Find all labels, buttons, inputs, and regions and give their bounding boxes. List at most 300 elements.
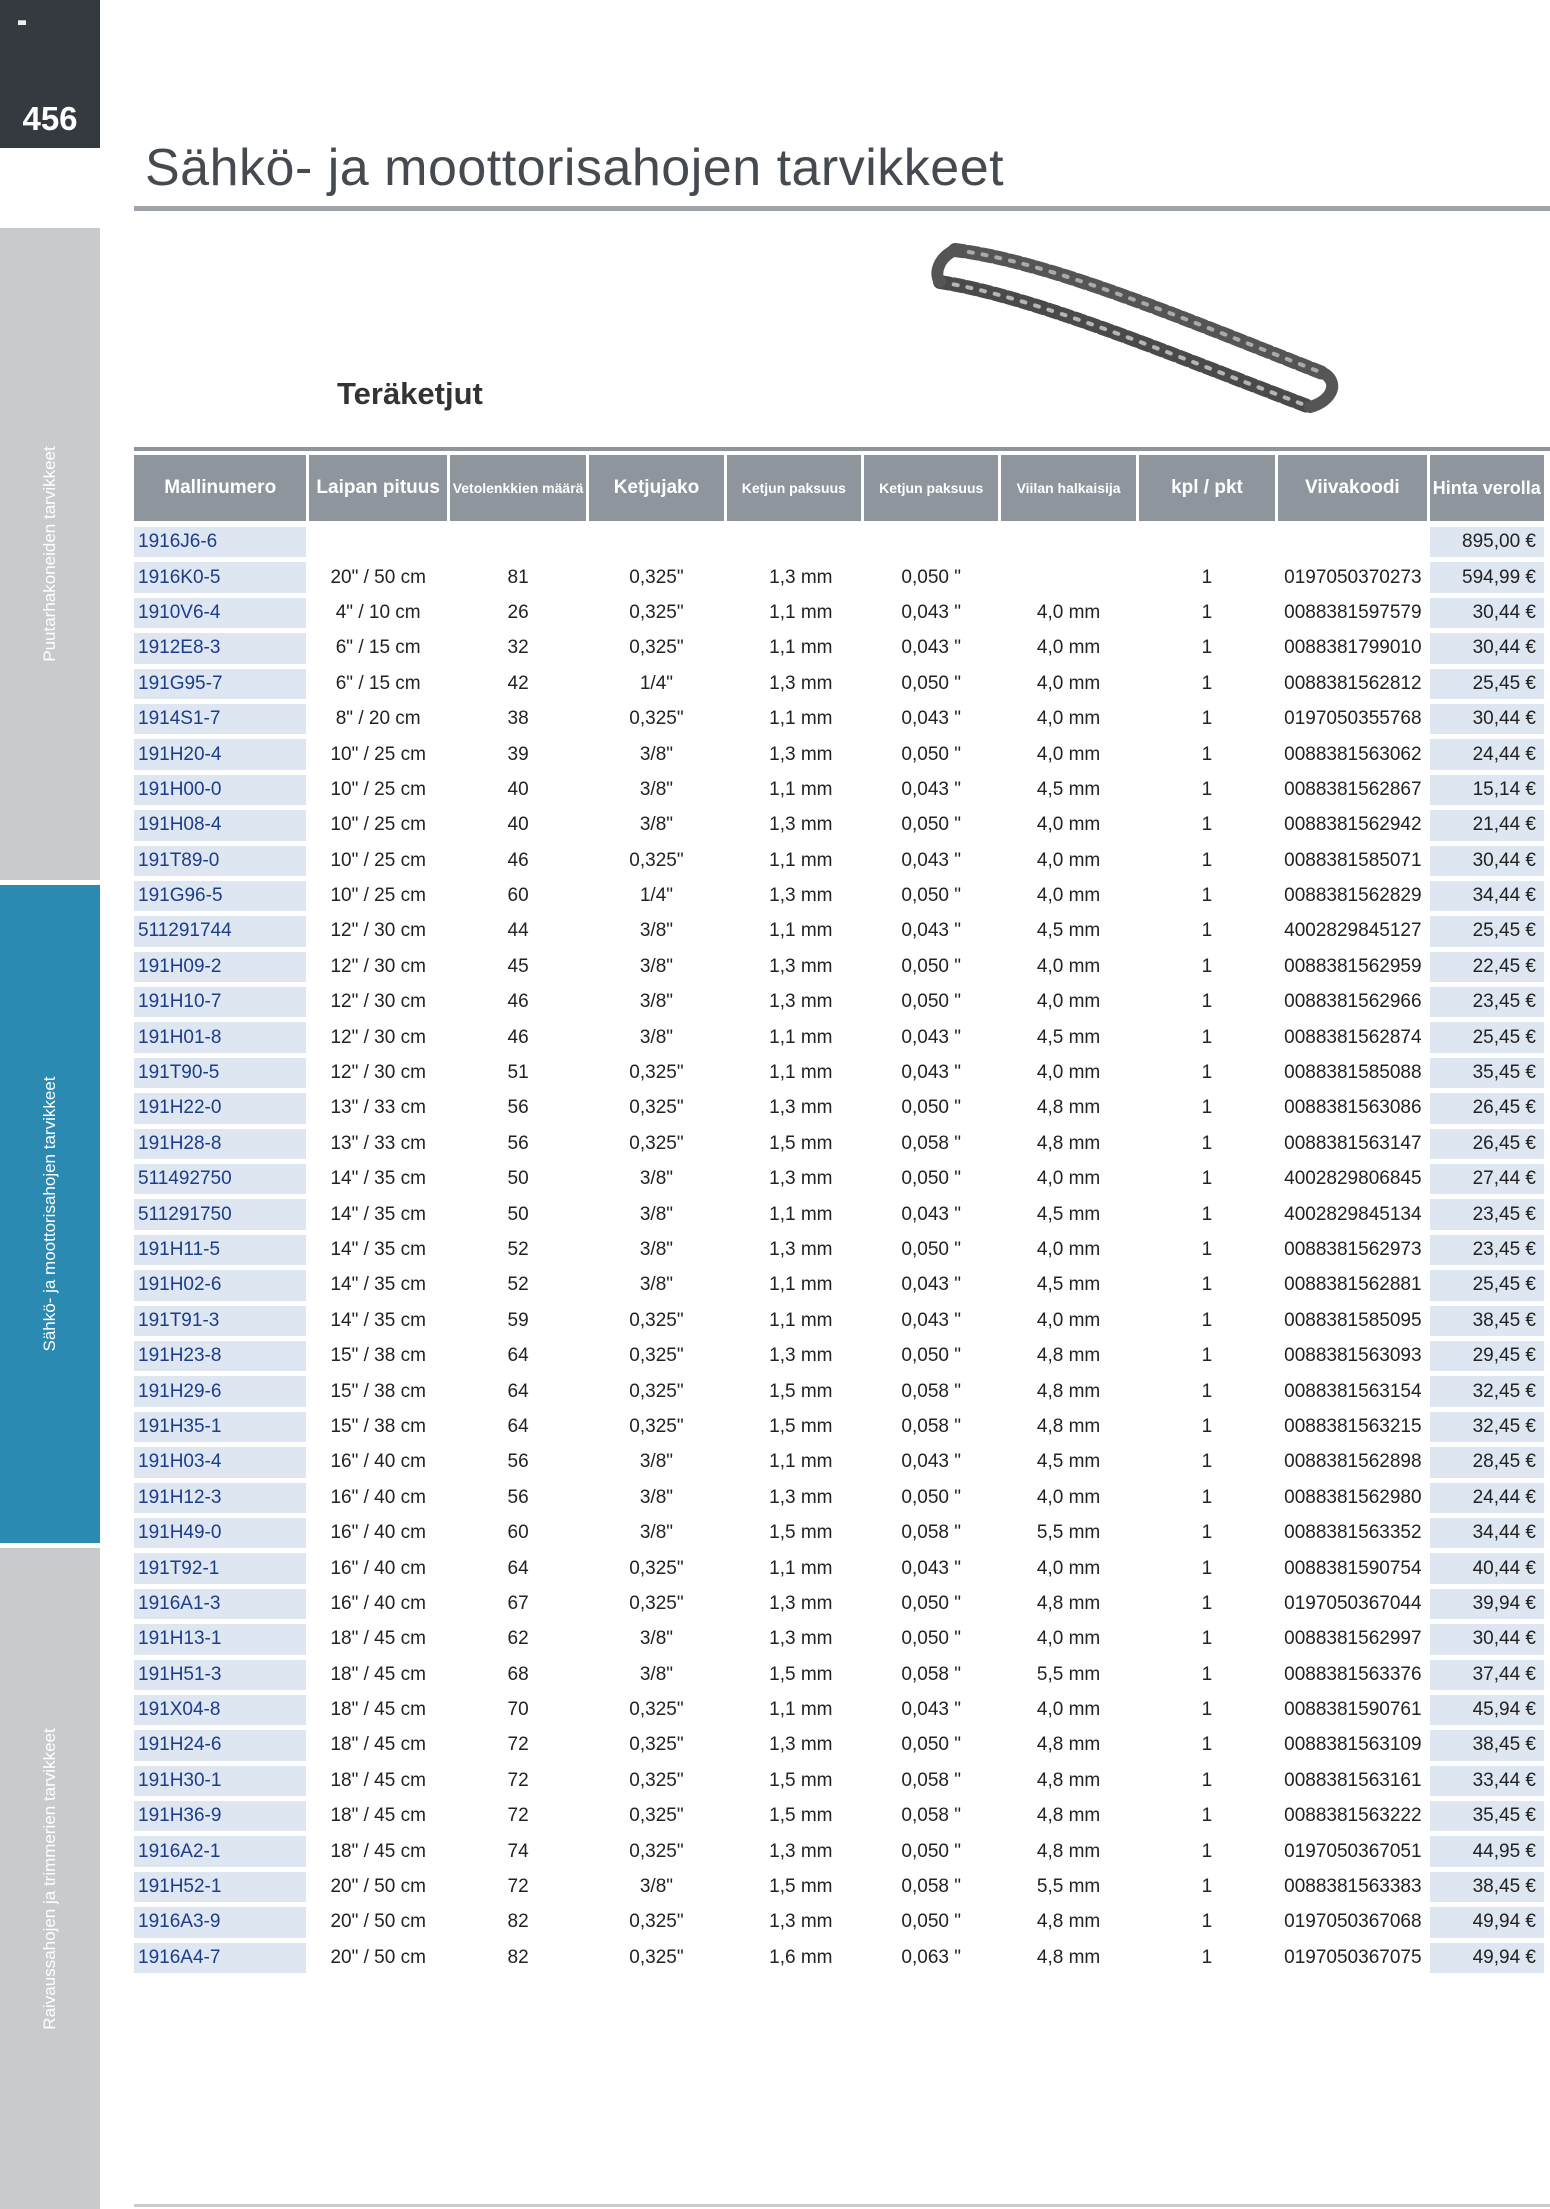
cell-bar-length: 12" / 30 cm: [309, 952, 446, 987]
cell-pitch: 0,325": [589, 1341, 723, 1376]
cell-pitch: 3/8": [589, 1235, 723, 1270]
cell-gauge-in: 0,050 ": [864, 1164, 998, 1199]
cell-bar-length: 18" / 45 cm: [309, 1695, 446, 1730]
cell-file-diameter: [1001, 562, 1135, 597]
cell-bar-length: 14" / 35 cm: [309, 1306, 446, 1341]
cell-gauge-mm: [727, 527, 861, 562]
cell-price: 27,44 €: [1430, 1164, 1544, 1199]
cell-pitch: 0,325": [589, 846, 723, 881]
side-tab-label: Puutarhakoneiden tarvikkeet: [40, 446, 59, 662]
cell-drive-links: 38: [450, 704, 586, 739]
cell-drive-links: 46: [450, 846, 586, 881]
cell-gauge-mm: 1,3 mm: [727, 562, 861, 597]
cell-pitch: 1/4": [589, 669, 723, 704]
cell-price: 32,45 €: [1430, 1412, 1544, 1447]
cell-pack-qty: 1: [1139, 1589, 1275, 1624]
cell-price: 40,44 €: [1430, 1553, 1544, 1588]
cell-file-diameter: 4,8 mm: [1001, 1129, 1135, 1164]
table-body: [134, 527, 1544, 1978]
cell-price: 35,45 €: [1430, 1058, 1544, 1093]
col-header-pack-qty: kpl / pkt: [1139, 455, 1275, 527]
cell-file-diameter: 4,0 mm: [1001, 1553, 1135, 1588]
cell-price: 49,94 €: [1430, 1907, 1544, 1942]
cell-pitch: 0,325": [589, 1907, 723, 1942]
cell-drive-links: 56: [450, 1483, 586, 1518]
cell-bar-length: 10" / 25 cm: [309, 739, 446, 774]
cell-file-diameter: 4,8 mm: [1001, 1093, 1135, 1128]
cell-bar-length: 16" / 40 cm: [309, 1589, 446, 1624]
cell-gauge-in: 0,050 ": [864, 952, 998, 987]
cell-pitch: 0,325": [589, 1589, 723, 1624]
cell-barcode: 0088381590754: [1278, 1553, 1426, 1588]
cell-file-diameter: 5,5 mm: [1001, 1518, 1135, 1553]
cell-drive-links: 72: [450, 1801, 586, 1836]
cell-gauge-in: 0,050 ": [864, 1907, 998, 1942]
table-row: [134, 916, 1544, 951]
cell-gauge-in: 0,043 ": [864, 1022, 998, 1057]
cell-pack-qty: 1: [1139, 1624, 1275, 1659]
cell-gauge-in: 0,043 ": [864, 598, 998, 633]
cell-gauge-mm: 1,1 mm: [727, 1695, 861, 1730]
table-row: [134, 669, 1544, 704]
cell-gauge-mm: 1,5 mm: [727, 1376, 861, 1411]
cell-pack-qty: 1: [1139, 881, 1275, 916]
cell-drive-links: 62: [450, 1624, 586, 1659]
cell-pitch: 0,325": [589, 562, 723, 597]
cell-pitch: 3/8": [589, 1518, 723, 1553]
cell-barcode: 0088381563352: [1278, 1518, 1426, 1553]
cell-model: 191T90-5: [134, 1058, 306, 1093]
table-row: [134, 1129, 1544, 1164]
cell-drive-links: 52: [450, 1235, 586, 1270]
cell-model: 191H02-6: [134, 1270, 306, 1305]
cell-price: 38,45 €: [1430, 1730, 1544, 1765]
cell-bar-length: 12" / 30 cm: [309, 987, 446, 1022]
cell-gauge-mm: 1,3 mm: [727, 1164, 861, 1199]
cell-model: 191T89-0: [134, 846, 306, 881]
table-header-row: [134, 455, 1544, 527]
cell-pack-qty: 1: [1139, 952, 1275, 987]
cell-model: 191H20-4: [134, 739, 306, 774]
cell-file-diameter: 4,5 mm: [1001, 1199, 1135, 1234]
section-title: Teräketjut: [337, 376, 483, 411]
cell-model: 1910V6-4: [134, 598, 306, 633]
cell-model: 191H51-3: [134, 1660, 306, 1695]
cell-model: 191H13-1: [134, 1624, 306, 1659]
cell-barcode: 0197050370273: [1278, 562, 1426, 597]
table-row: [134, 1589, 1544, 1624]
cell-pitch: 0,325": [589, 1695, 723, 1730]
cell-file-diameter: 4,5 mm: [1001, 775, 1135, 810]
cell-file-diameter: 4,8 mm: [1001, 1730, 1135, 1765]
cell-file-diameter: 4,5 mm: [1001, 1022, 1135, 1057]
cell-pitch: 0,325": [589, 1058, 723, 1093]
col-header-price: Hinta verolla: [1430, 455, 1544, 527]
cell-file-diameter: 4,0 mm: [1001, 1235, 1135, 1270]
cell-gauge-in: 0,058 ": [864, 1518, 998, 1553]
cell-barcode: 0197050367051: [1278, 1836, 1426, 1871]
cell-price: 30,44 €: [1430, 704, 1544, 739]
cell-gauge-in: [864, 527, 998, 562]
cell-bar-length: 18" / 45 cm: [309, 1836, 446, 1871]
cell-bar-length: 10" / 25 cm: [309, 846, 446, 881]
cell-pitch: 0,325": [589, 1943, 723, 1978]
cell-drive-links: 72: [450, 1730, 586, 1765]
cell-price: 38,45 €: [1430, 1872, 1544, 1907]
cell-bar-length: 20" / 50 cm: [309, 1872, 446, 1907]
cell-drive-links: 74: [450, 1836, 586, 1871]
cell-drive-links: 72: [450, 1766, 586, 1801]
cell-file-diameter: 4,0 mm: [1001, 598, 1135, 633]
cell-pitch: 0,325": [589, 598, 723, 633]
cell-drive-links: 56: [450, 1129, 586, 1164]
cell-barcode: 0088381562959: [1278, 952, 1426, 987]
cell-drive-links: 56: [450, 1093, 586, 1128]
col-header-gauge-in: Ketjun paksuus: [864, 455, 998, 527]
cell-price: 34,44 €: [1430, 1518, 1544, 1553]
cell-drive-links: 40: [450, 775, 586, 810]
cell-bar-length: [309, 527, 446, 562]
cell-gauge-in: 0,050 ": [864, 1235, 998, 1270]
table-row: [134, 527, 1544, 562]
cell-bar-length: 18" / 45 cm: [309, 1766, 446, 1801]
cell-price: 25,45 €: [1430, 916, 1544, 951]
cell-price: 25,45 €: [1430, 1022, 1544, 1057]
cell-bar-length: 15" / 38 cm: [309, 1376, 446, 1411]
cell-gauge-in: 0,050 ": [864, 1341, 998, 1376]
cell-drive-links: 82: [450, 1907, 586, 1942]
cell-file-diameter: 4,0 mm: [1001, 1695, 1135, 1730]
cell-gauge-mm: 1,1 mm: [727, 1270, 861, 1305]
cell-pitch: 0,325": [589, 1836, 723, 1871]
cell-gauge-in: 0,058 ": [864, 1872, 998, 1907]
table-row: [134, 846, 1544, 881]
cell-gauge-in: 0,043 ": [864, 704, 998, 739]
cell-barcode: 0088381562942: [1278, 810, 1426, 845]
cell-pitch: 0,325": [589, 704, 723, 739]
cell-price: 30,44 €: [1430, 598, 1544, 633]
cell-gauge-mm: 1,1 mm: [727, 1022, 861, 1057]
table-row: [134, 1412, 1544, 1447]
cell-barcode: 0088381563109: [1278, 1730, 1426, 1765]
cell-price: 895,00 €: [1430, 527, 1544, 562]
col-header-pitch: Ketjujako: [589, 455, 723, 527]
table-row: [134, 1341, 1544, 1376]
cell-barcode: 0088381562829: [1278, 881, 1426, 916]
cell-gauge-in: 0,043 ": [864, 1306, 998, 1341]
cell-file-diameter: 4,0 mm: [1001, 669, 1135, 704]
cell-pitch: 3/8": [589, 810, 723, 845]
cell-model: 191H03-4: [134, 1447, 306, 1482]
table-row: [134, 1907, 1544, 1942]
cell-drive-links: 46: [450, 987, 586, 1022]
cell-price: 34,44 €: [1430, 881, 1544, 916]
cell-drive-links: 45: [450, 952, 586, 987]
cell-barcode: 0088381563154: [1278, 1376, 1426, 1411]
cell-drive-links: 70: [450, 1695, 586, 1730]
cell-barcode: 4002829806845: [1278, 1164, 1426, 1199]
cell-gauge-mm: 1,3 mm: [727, 987, 861, 1022]
cell-gauge-mm: 1,3 mm: [727, 1730, 861, 1765]
cell-gauge-mm: 1,3 mm: [727, 739, 861, 774]
page-number-box: [0, 0, 100, 148]
cell-price: 30,44 €: [1430, 633, 1544, 668]
cell-drive-links: 60: [450, 881, 586, 916]
cell-pitch: 3/8": [589, 952, 723, 987]
table-row: [134, 952, 1544, 987]
cell-gauge-mm: 1,1 mm: [727, 633, 861, 668]
cell-file-diameter: 5,5 mm: [1001, 1872, 1135, 1907]
cell-drive-links: 46: [450, 1022, 586, 1057]
cell-file-diameter: 4,8 mm: [1001, 1836, 1135, 1871]
table-row: [134, 633, 1544, 668]
cell-pack-qty: 1: [1139, 1766, 1275, 1801]
cell-drive-links: 56: [450, 1447, 586, 1482]
cell-barcode: 0088381597579: [1278, 598, 1426, 633]
cell-barcode: 0197050367044: [1278, 1589, 1426, 1624]
cell-file-diameter: 4,0 mm: [1001, 987, 1135, 1022]
table-row: [134, 598, 1544, 633]
cell-barcode: 0088381563093: [1278, 1341, 1426, 1376]
cell-gauge-mm: 1,1 mm: [727, 704, 861, 739]
cell-gauge-in: 0,050 ": [864, 881, 998, 916]
cell-file-diameter: 4,8 mm: [1001, 1907, 1135, 1942]
cell-gauge-in: 0,058 ": [864, 1412, 998, 1447]
cell-file-diameter: [1001, 527, 1135, 562]
cell-gauge-in: 0,058 ": [864, 1801, 998, 1836]
side-tab-trimmers[interactable]: [0, 1548, 100, 2209]
cell-price: 30,44 €: [1430, 1624, 1544, 1659]
product-table: [131, 455, 1547, 1978]
cell-drive-links: 26: [450, 598, 586, 633]
cell-gauge-in: 0,058 ": [864, 1376, 998, 1411]
cell-file-diameter: 4,0 mm: [1001, 1624, 1135, 1659]
cell-drive-links: 67: [450, 1589, 586, 1624]
table-row: [134, 810, 1544, 845]
cell-bar-length: 15" / 38 cm: [309, 1341, 446, 1376]
cell-gauge-mm: 1,5 mm: [727, 1801, 861, 1836]
cell-pack-qty: 1: [1139, 1483, 1275, 1518]
cell-model: 191H35-1: [134, 1412, 306, 1447]
cell-drive-links: 82: [450, 1943, 586, 1978]
cell-pitch: 3/8": [589, 739, 723, 774]
cell-pitch: 1/4": [589, 881, 723, 916]
cell-pitch: 3/8": [589, 1022, 723, 1057]
cell-gauge-mm: 1,5 mm: [727, 1518, 861, 1553]
table-row: [134, 1695, 1544, 1730]
cell-file-diameter: 4,8 mm: [1001, 1341, 1135, 1376]
cell-model: 511492750: [134, 1164, 306, 1199]
cell-pitch: 3/8": [589, 916, 723, 951]
cell-model: 191H00-0: [134, 775, 306, 810]
cell-pack-qty: 1: [1139, 1058, 1275, 1093]
col-header-gauge-mm: Ketjun paksuus: [727, 455, 861, 527]
cell-model: 1916A1-3: [134, 1589, 306, 1624]
cell-model: 191H09-2: [134, 952, 306, 987]
cell-gauge-in: 0,050 ": [864, 1730, 998, 1765]
cell-gauge-in: 0,050 ": [864, 739, 998, 774]
cell-pitch: 0,325": [589, 633, 723, 668]
cell-price: 26,45 €: [1430, 1129, 1544, 1164]
cell-model: 191H23-8: [134, 1341, 306, 1376]
cell-file-diameter: 4,0 mm: [1001, 739, 1135, 774]
side-tab-saws[interactable]: [0, 885, 100, 1543]
cell-model: 511291744: [134, 916, 306, 951]
cell-barcode: 0088381563222: [1278, 1801, 1426, 1836]
cell-bar-length: 8" / 20 cm: [309, 704, 446, 739]
cell-barcode: 0088381585088: [1278, 1058, 1426, 1093]
cell-drive-links: 50: [450, 1199, 586, 1234]
cell-bar-length: 14" / 35 cm: [309, 1270, 446, 1305]
cell-gauge-mm: 1,1 mm: [727, 1306, 861, 1341]
cell-model: 1916A4-7: [134, 1943, 306, 1978]
table-row: [134, 1766, 1544, 1801]
table-row: [134, 1270, 1544, 1305]
cell-gauge-mm: 1,3 mm: [727, 1836, 861, 1871]
cell-pack-qty: 1: [1139, 1518, 1275, 1553]
cell-drive-links: 42: [450, 669, 586, 704]
cell-file-diameter: 4,8 mm: [1001, 1766, 1135, 1801]
table-row: [134, 1624, 1544, 1659]
cell-drive-links: 51: [450, 1058, 586, 1093]
side-tab-label: Sähkö- ja moottorisahojen tarvikkeet: [40, 1076, 59, 1352]
cell-barcode: 0088381563215: [1278, 1412, 1426, 1447]
cell-pitch: 3/8": [589, 775, 723, 810]
cell-drive-links: 52: [450, 1270, 586, 1305]
cell-model: 191H08-4: [134, 810, 306, 845]
table-row: [134, 775, 1544, 810]
table-row: [134, 987, 1544, 1022]
cell-pitch: 0,325": [589, 1306, 723, 1341]
table-row: [134, 1872, 1544, 1907]
cell-pack-qty: 1: [1139, 739, 1275, 774]
cell-barcode: 0088381562973: [1278, 1235, 1426, 1270]
cell-bar-length: 16" / 40 cm: [309, 1518, 446, 1553]
cell-file-diameter: 5,5 mm: [1001, 1660, 1135, 1695]
cell-file-diameter: 4,5 mm: [1001, 1447, 1135, 1482]
cell-pack-qty: 1: [1139, 1129, 1275, 1164]
cell-gauge-mm: 1,3 mm: [727, 1341, 861, 1376]
cell-bar-length: 10" / 25 cm: [309, 775, 446, 810]
cell-file-diameter: 4,0 mm: [1001, 704, 1135, 739]
cell-pitch: 0,325": [589, 1129, 723, 1164]
table-row: [134, 739, 1544, 774]
cell-gauge-mm: 1,3 mm: [727, 669, 861, 704]
cell-bar-length: 16" / 40 cm: [309, 1447, 446, 1482]
cell-gauge-in: 0,063 ": [864, 1943, 998, 1978]
table-row: [134, 704, 1544, 739]
page-title: Sähkö- ja moottorisahojen tarvikkeet: [145, 139, 1005, 197]
table-row: [134, 1306, 1544, 1341]
cell-model: 1916K0-5: [134, 562, 306, 597]
saw-chain-image: [930, 222, 1350, 418]
cell-gauge-mm: 1,5 mm: [727, 1872, 861, 1907]
cell-gauge-mm: 1,1 mm: [727, 1553, 861, 1588]
cell-file-diameter: 4,0 mm: [1001, 846, 1135, 881]
cell-drive-links: [450, 527, 586, 562]
cell-model: 191H36-9: [134, 1801, 306, 1836]
col-header-file-diameter: Viilan halkaisija: [1001, 455, 1135, 527]
cell-price: 39,94 €: [1430, 1589, 1544, 1624]
cell-barcode: 0088381563383: [1278, 1872, 1426, 1907]
cell-gauge-in: 0,043 ": [864, 1270, 998, 1305]
cell-bar-length: 18" / 45 cm: [309, 1624, 446, 1659]
cell-file-diameter: 4,0 mm: [1001, 1164, 1135, 1199]
cell-price: 594,99 €: [1430, 562, 1544, 597]
cell-pack-qty: 1: [1139, 1164, 1275, 1199]
page-number: 456: [22, 100, 78, 137]
cell-pitch: [589, 527, 723, 562]
cell-price: 23,45 €: [1430, 987, 1544, 1022]
side-tab-garden[interactable]: [0, 228, 100, 880]
cell-bar-length: 18" / 45 cm: [309, 1660, 446, 1695]
cell-pack-qty: 1: [1139, 846, 1275, 881]
cell-price: 25,45 €: [1430, 669, 1544, 704]
col-header-drive-links: Vetolenkkien määrä: [450, 455, 586, 527]
cell-price: 37,44 €: [1430, 1660, 1544, 1695]
cell-model: 1914S1-7: [134, 704, 306, 739]
col-header-model: Mallinumero: [134, 455, 306, 527]
table-divider: [134, 447, 1550, 451]
cell-model: 191G96-5: [134, 881, 306, 916]
cell-pack-qty: 1: [1139, 669, 1275, 704]
cell-pack-qty: 1: [1139, 1022, 1275, 1057]
cell-file-diameter: 4,8 mm: [1001, 1376, 1135, 1411]
cell-price: 26,45 €: [1430, 1093, 1544, 1128]
cell-bar-length: 14" / 35 cm: [309, 1235, 446, 1270]
cell-drive-links: 59: [450, 1306, 586, 1341]
cell-barcode: 0088381562980: [1278, 1483, 1426, 1518]
table-row: [134, 1235, 1544, 1270]
cell-gauge-mm: 1,3 mm: [727, 952, 861, 987]
cell-model: 191X04-8: [134, 1695, 306, 1730]
cell-barcode: 0088381585071: [1278, 846, 1426, 881]
cell-barcode: 0088381562874: [1278, 1022, 1426, 1057]
cell-gauge-in: 0,050 ": [864, 1093, 998, 1128]
cell-price: 32,45 €: [1430, 1376, 1544, 1411]
cell-barcode: 0088381563147: [1278, 1129, 1426, 1164]
cell-gauge-mm: 1,1 mm: [727, 598, 861, 633]
table-row: [134, 1022, 1544, 1057]
cell-gauge-mm: 1,3 mm: [727, 810, 861, 845]
cell-pack-qty: 1: [1139, 633, 1275, 668]
cell-barcode: 0197050367075: [1278, 1943, 1426, 1978]
cell-gauge-mm: 1,3 mm: [727, 1589, 861, 1624]
cell-model: 191H30-1: [134, 1766, 306, 1801]
cell-gauge-mm: 1,5 mm: [727, 1412, 861, 1447]
cell-barcode: 0088381562881: [1278, 1270, 1426, 1305]
cell-bar-length: 14" / 35 cm: [309, 1199, 446, 1234]
cell-model: 191H49-0: [134, 1518, 306, 1553]
cell-pack-qty: 1: [1139, 1235, 1275, 1270]
cell-drive-links: 60: [450, 1518, 586, 1553]
cell-price: 35,45 €: [1430, 1801, 1544, 1836]
cell-barcode: 0088381562997: [1278, 1624, 1426, 1659]
cell-model: 191H11-5: [134, 1235, 306, 1270]
table-row: [134, 562, 1544, 597]
cell-bar-length: 6" / 15 cm: [309, 669, 446, 704]
cell-file-diameter: 4,0 mm: [1001, 1058, 1135, 1093]
cell-barcode: 0088381563376: [1278, 1660, 1426, 1695]
cell-barcode: 0088381563086: [1278, 1093, 1426, 1128]
cell-pack-qty: 1: [1139, 1093, 1275, 1128]
cell-barcode: 0088381563062: [1278, 739, 1426, 774]
cell-model: 191H28-8: [134, 1129, 306, 1164]
cell-pitch: 0,325": [589, 1801, 723, 1836]
cell-price: 22,45 €: [1430, 952, 1544, 987]
cell-price: 15,14 €: [1430, 775, 1544, 810]
cell-model: 511291750: [134, 1199, 306, 1234]
